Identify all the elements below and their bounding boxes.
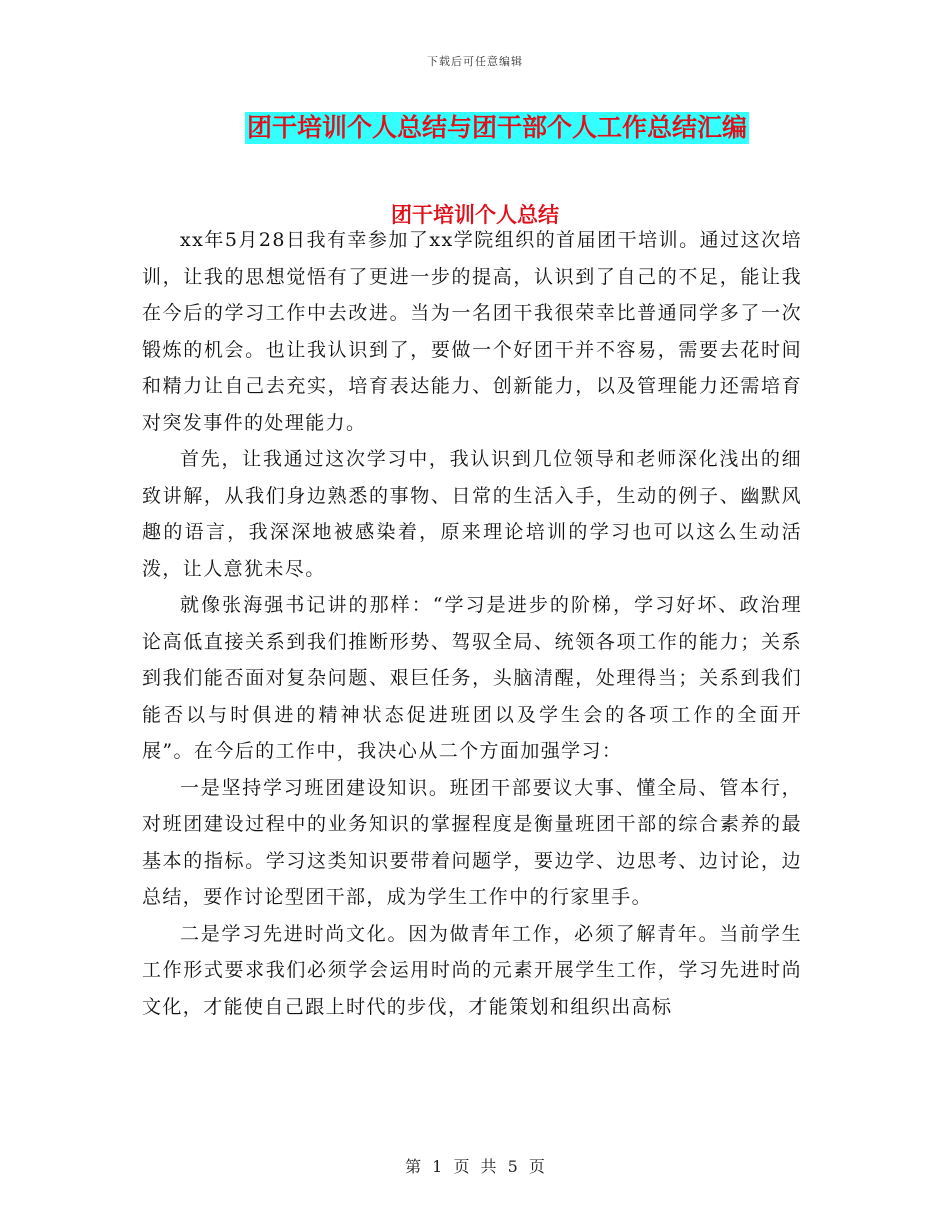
document-title: 团干培训个人总结与团干部个人工作总结汇编 (246, 113, 747, 142)
paragraph: 一是坚持学习班团建设知识。班团干部要议大事、懂全局、管本行，对班团建设过程中的业务知识的掌握程度是衡量班团干部的综合素养的最基本的指标。学习这类知识要带着问题学，要边学、边思考、边讨论，边总结，要作讨论型团干部，成为学生工作中的行家里手。 (142, 776, 802, 908)
paragraph: 首先，让我通过这次学习中，我认识到几位领导和老师深化浅出的细致讲解，从我们身边熟悉的事物、日常的生活入手，生动的例子、幽默风趣的语言，我深深地被感染着，原来理论培训的学习也可以这么生动活泼，让人意犹未尽。 (142, 448, 802, 580)
page-number-footer: 第 1 页 共 5 页 (405, 1157, 545, 1176)
main-title-container (0, 112, 950, 144)
paragraph: xx年5月28日我有幸参加了xx学院组织的首届团干培训。通过这次培训，让我的思想觉悟有了更进一步的提高，认识到了自己的不足，能让我在今后的学习工作中去改进。当为一名团干我很荣幸比普通同学多了一次锻炼的机会。也让我认识到了，要做一个好团干并不容易，需要去花时间和精力让自己去充实，培育表达能力、创新能力，以及管理能力还需培育对突发事件的处理能力。 (142, 229, 802, 434)
paragraph: 就像张海强书记讲的那样：“学习是进步的阶梯，学习好坏、政治理论高低直接关系到我们推断形势、驾驭全局、统领各项工作的能力；关系到我们能否面对复杂问题、艰巨任务，头脑清醒，处理得当；关系到我们能否以与时俱进的精神状态促进班团以及学生会的各项工作的全面开展”。在今后的工作中，我决心从二个方面加强学习： (142, 594, 802, 762)
document-body (142, 222, 802, 1025)
paragraph: 二是学习先进时尚文化。因为做青年工作，必须了解青年。当前学生工作形式要求我们必须学会运用时尚的元素开展学生工作，学习先进时尚文化，才能使自己跟上时代的步伐，才能策划和组织出高标 (142, 922, 802, 1018)
header-note: 下载后可任意编辑 (427, 55, 523, 68)
section-title: 团干培训个人总结 (391, 203, 559, 227)
